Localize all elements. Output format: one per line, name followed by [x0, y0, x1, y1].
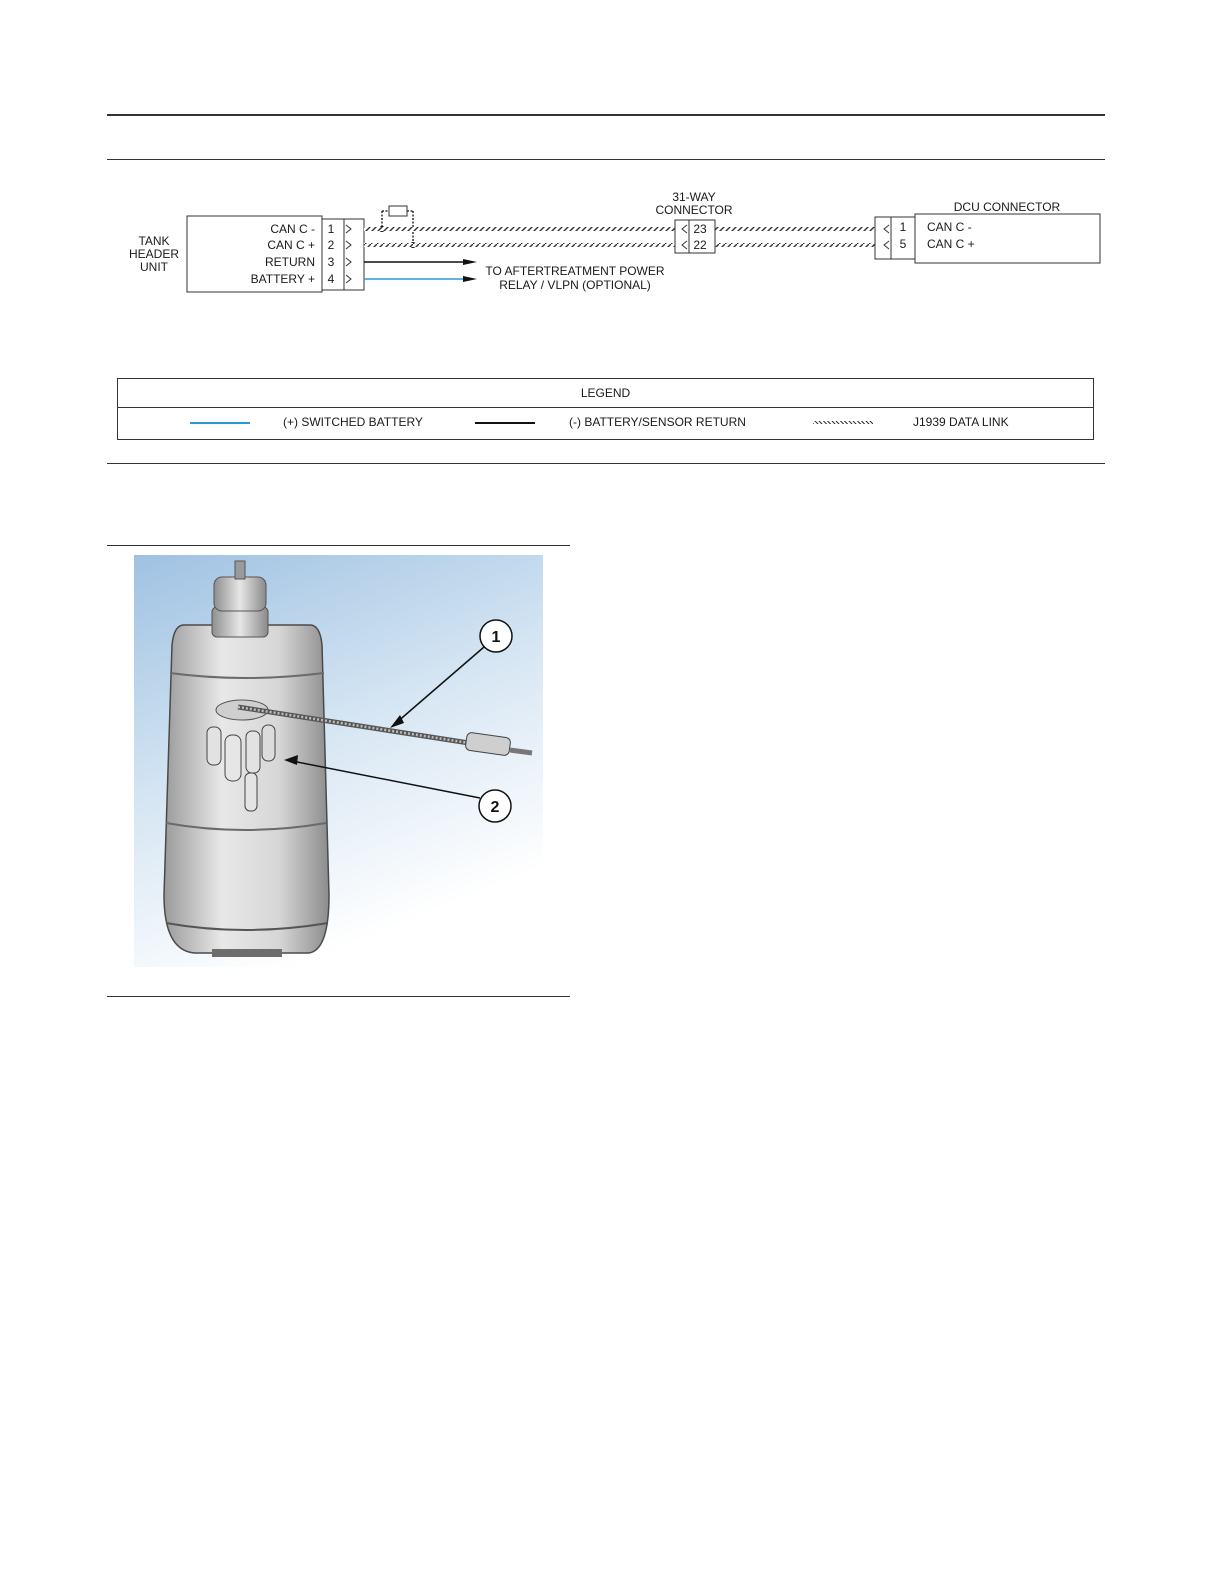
cap-vent — [235, 561, 245, 579]
legend-return-swatch — [475, 422, 535, 424]
legend-data-link-swatch — [813, 421, 873, 424]
tank-pin-number-4: 4 — [327, 272, 335, 286]
legend-title: LEGEND — [118, 379, 1093, 408]
callout-1-number: 1 — [491, 629, 501, 646]
tank-pin-number-1: 1 — [327, 222, 335, 236]
legend-box — [117, 378, 1094, 440]
can-c-plus-wire-right — [715, 243, 881, 247]
legend-data-link-label: J1939 DATA LINK — [913, 415, 1009, 429]
header-port-3 — [246, 731, 260, 773]
dcu-pin-number-5: 5 — [899, 237, 907, 251]
connector-31-way-label-line1: 31-WAY — [672, 190, 716, 204]
dcu-pin-number-1: 1 — [899, 220, 907, 234]
dcu-connector-label: DCU CONNECTOR — [953, 200, 1061, 214]
tank-pin-number-2: 2 — [327, 238, 335, 252]
dcu-connector-terminal-block — [875, 217, 891, 259]
callout-2-number: 2 — [490, 799, 500, 816]
tank-header-unit-label-line3: UNIT — [140, 260, 168, 274]
tank-connector-terminal-block — [344, 219, 364, 290]
figure-bottom-rule — [107, 996, 570, 997]
filler-cap — [214, 577, 266, 611]
can-c-plus-wire-left — [364, 243, 675, 247]
tank-foot — [212, 949, 282, 957]
harness-tail — [510, 750, 532, 753]
dcu-pin-name-5: CAN C + — [927, 237, 975, 251]
can-c-minus-wire-right — [715, 227, 881, 231]
header-port-2 — [225, 735, 241, 781]
figure-top-rule — [107, 545, 570, 546]
terminating-resistor — [389, 206, 407, 216]
legend-switched-battery-label: (+) SWITCHED BATTERY — [283, 415, 423, 429]
tank-pin-number-3: 3 — [327, 255, 335, 269]
legend-return-label: (-) BATTERY/SENSOR RETURN — [569, 415, 746, 429]
tank-header-unit-label-line2: HEADER — [128, 247, 180, 261]
header-outlet-pipe — [245, 773, 257, 811]
diagram-bottom-rule — [107, 463, 1105, 464]
tank-header-unit-label-line1: TANK — [138, 234, 170, 248]
destination-label-line2: RELAY / VLPN (OPTIONAL) — [499, 278, 651, 292]
header-port-4 — [262, 725, 275, 761]
destination-label-line1: TO AFTERTREATMENT POWER — [485, 264, 665, 278]
connector-31-way-label-line2: CONNECTOR — [655, 203, 733, 217]
battery-wire-arrowhead — [463, 276, 477, 282]
header-port-1 — [207, 727, 221, 765]
tank-pin-name-2: CAN C + — [267, 238, 315, 252]
dcu-pin-name-1: CAN C - — [927, 220, 972, 234]
legend-switched-battery-swatch — [190, 422, 250, 424]
tank-pin-name-3: RETURN — [265, 255, 315, 269]
return-wire-arrowhead — [463, 259, 477, 265]
tank-pin-name-4: BATTERY + — [250, 272, 315, 286]
connector-31-way-pin-23: 23 — [693, 222, 707, 236]
connector-31-way-pin-22: 22 — [693, 238, 707, 252]
tank-header-unit-figure — [134, 555, 543, 967]
tank-pin-name-1: CAN C - — [270, 222, 315, 236]
can-c-minus-wire-left — [364, 227, 675, 231]
top-rule — [107, 114, 1105, 116]
